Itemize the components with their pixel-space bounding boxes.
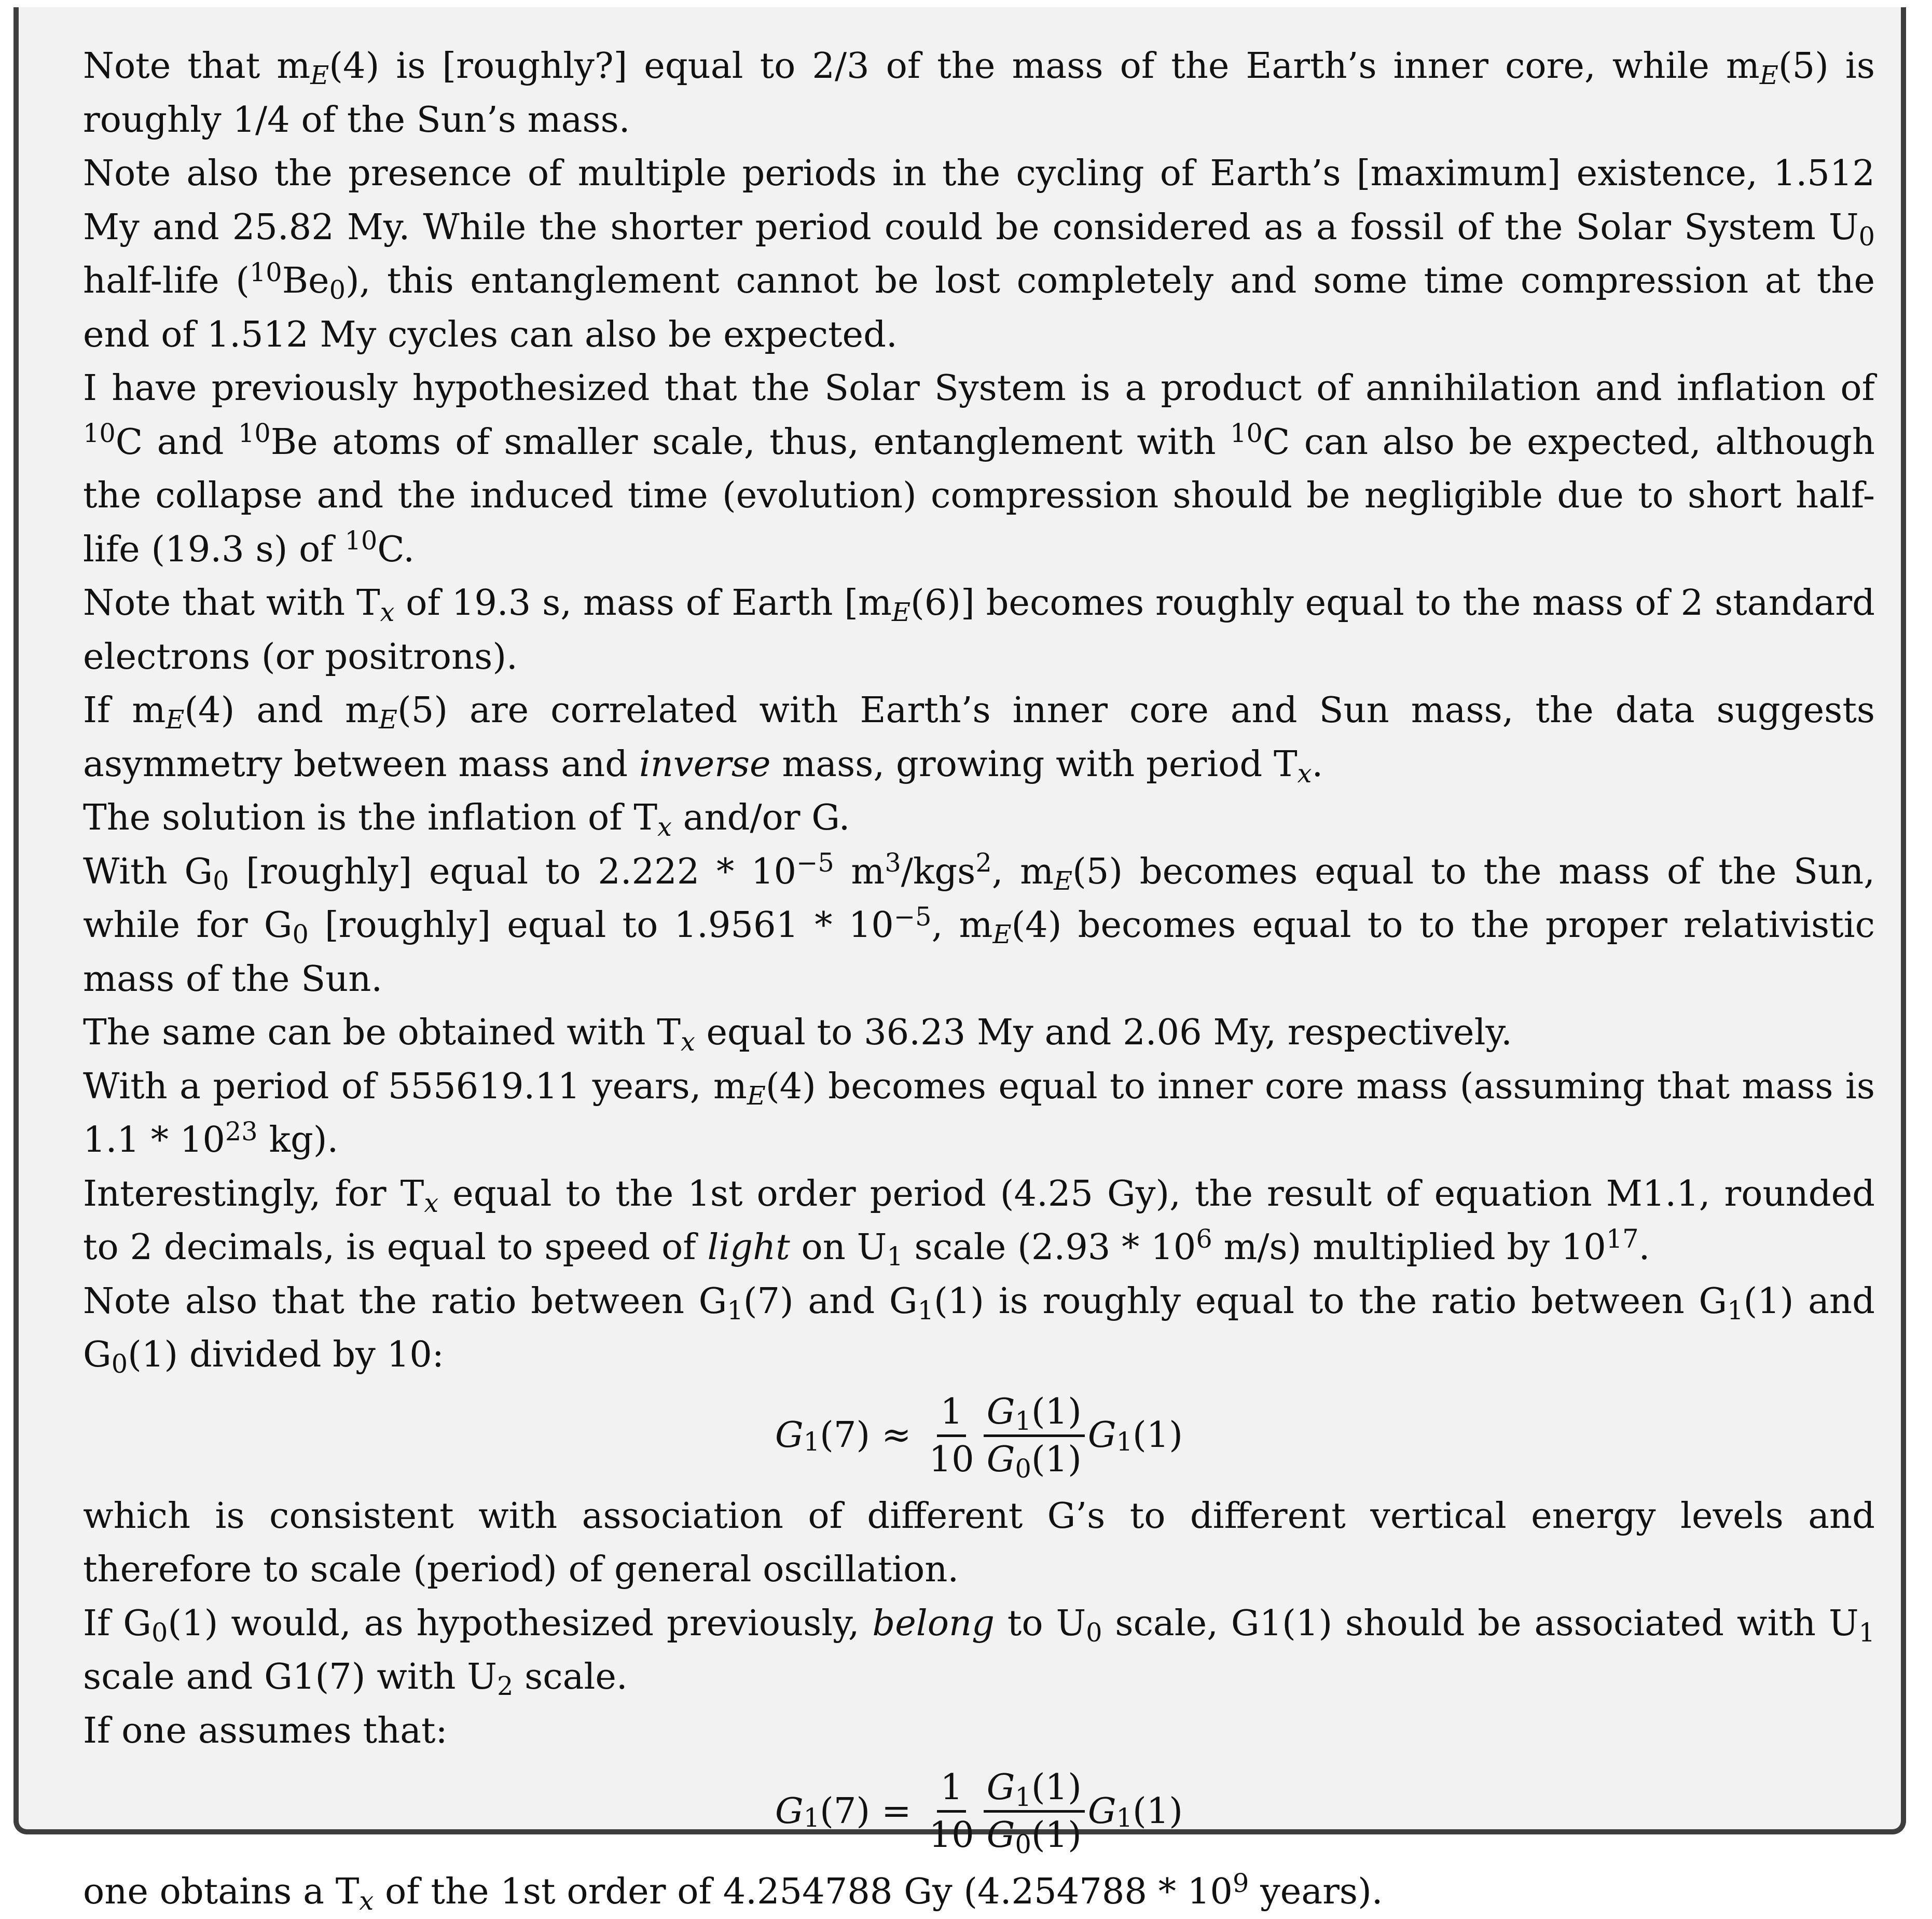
paragraph-1: Note that $m_E(4)$ is [roughly?] equal to 2/3 of the mass of the Earth’s inner core, while $m_E(5)$ is roughly 1/4 of the Sun’s mass. bbox=[83, 45, 1875, 141]
paragraph-11: Note also that the ratio between $G_1(7)$ and $G_1(1)$ is roughly equal to the ratio between $G_1(1)$ and $G_0(1)$ divided by 10: bbox=[83, 1280, 1875, 1379]
paragraph-2: Note also the presence of multiple periods in the cycling of Earth’s [maximum] existence, 1.512 My and 25.82 My. While the shorter period could be considered as a fossil of the Solar System $U_0$ half-life $(^{10}Be_0)$, this entanglement cannot be lost completely and some time compression at the end of 1.512 My cycles can also be expected. bbox=[83, 153, 1875, 355]
paragraph-14: If one assumes that: bbox=[83, 1709, 448, 1751]
paragraph-10: Interestingly, for $T_x$ equal to the 1st order period (4.25 Gy), the result of equation M1.1, rounded to 2 decimals, is equal to speed of light on $U_1$ scale ($2.93 * 10^6$ m/s) multiplied by $10^{17}$. bbox=[83, 1172, 1875, 1272]
document-body bbox=[83, 39, 1875, 1919]
paragraph-12: which is consistent with association of different G’s to different vertical energy levels and therefore to scale (period) of general oscillation. bbox=[83, 1495, 1875, 1590]
equation-approx: G $_1$ (7) ≈ $\frac{1}{10}$ $\frac{G_1(1)}{G_0(1)}$ G $_1$ (1) bbox=[775, 1390, 1183, 1484]
paragraph-9: With a period of 555619.11 years, $m_E(4)$ becomes equal to inner core mass (assuming that mass is $1.1 * 10^{23}$ kg). bbox=[83, 1065, 1875, 1161]
fraction-g-ratio: $\frac{G_1(1)}{G_0(1)}$ bbox=[984, 1391, 1085, 1480]
paragraph-8: The same can be obtained with $T_x$ equal to 36.23 My and 2.06 My, respectively. bbox=[83, 1012, 1512, 1057]
fraction-one-tenth: $\frac{1}{10}$ bbox=[929, 1390, 974, 1480]
equation-equal: G $_1$ (7) = $\frac{1}{10}$ $\frac{G_1(1)}{G_0(1)}$ G $_1$ (1) bbox=[775, 1766, 1183, 1860]
fraction-one-tenth: $\frac{1}{10}$ bbox=[929, 1766, 974, 1856]
paragraph-4: Note that with $T_x$ of 19.3 s, mass of Earth $[m_E(6)]$ becomes roughly equal to the mass of 2 standard electrons (or positrons). bbox=[83, 582, 1875, 678]
fraction-g-ratio: $\frac{G_1(1)}{G_0(1)}$ bbox=[984, 1767, 1085, 1856]
document-box bbox=[13, 7, 1906, 1916]
paragraph-5: If $m_E(4)$ and $m_E(5)$ are correlated with Earth’s inner core and Sun mass, the data suggests asymmetry between mass and inverse mass, growing with period $T_x$. bbox=[83, 689, 1875, 789]
paragraph-3: I have previously hypothesized that the Solar System is a product of annihilation and inflation of $^{10}$C and $^{10}$Be atoms of smaller scale, thus, entanglement with $^{10}$C can also be expected, although the collapse and the induced time (evolution) compression should be negligible due to short half-life (19.3 s) of $^{10}$C. bbox=[83, 367, 1875, 570]
paragraph-6: The solution is the inflation of $T_x$ and/or G. bbox=[83, 797, 850, 843]
paragraph-7: With $G_0$ [roughly] equal to $2.222 * 10^{-5}$ $m^3/kgs^2$, $m_E(5)$ becomes equal to the mass of the Sun, while for $G_0$ [roughly] equal to $1.9561 * 10^{-5}$, $m_E(4)$ becomes equal to to the proper relativistic mass of the Sun. bbox=[83, 848, 1875, 1000]
paragraph-15: one obtains a $T_x$ of the 1st order of 4.254788 Gy ($4.254788 * 10^9$ years). bbox=[83, 1868, 1383, 1916]
paragraph-13: If $G_0(1)$ would, as hypothesized previously, belong to $U_0$ scale, G1(1) should be associated with $U_1$ scale and G1(7) with $U_2$ scale. bbox=[83, 1602, 1875, 1702]
